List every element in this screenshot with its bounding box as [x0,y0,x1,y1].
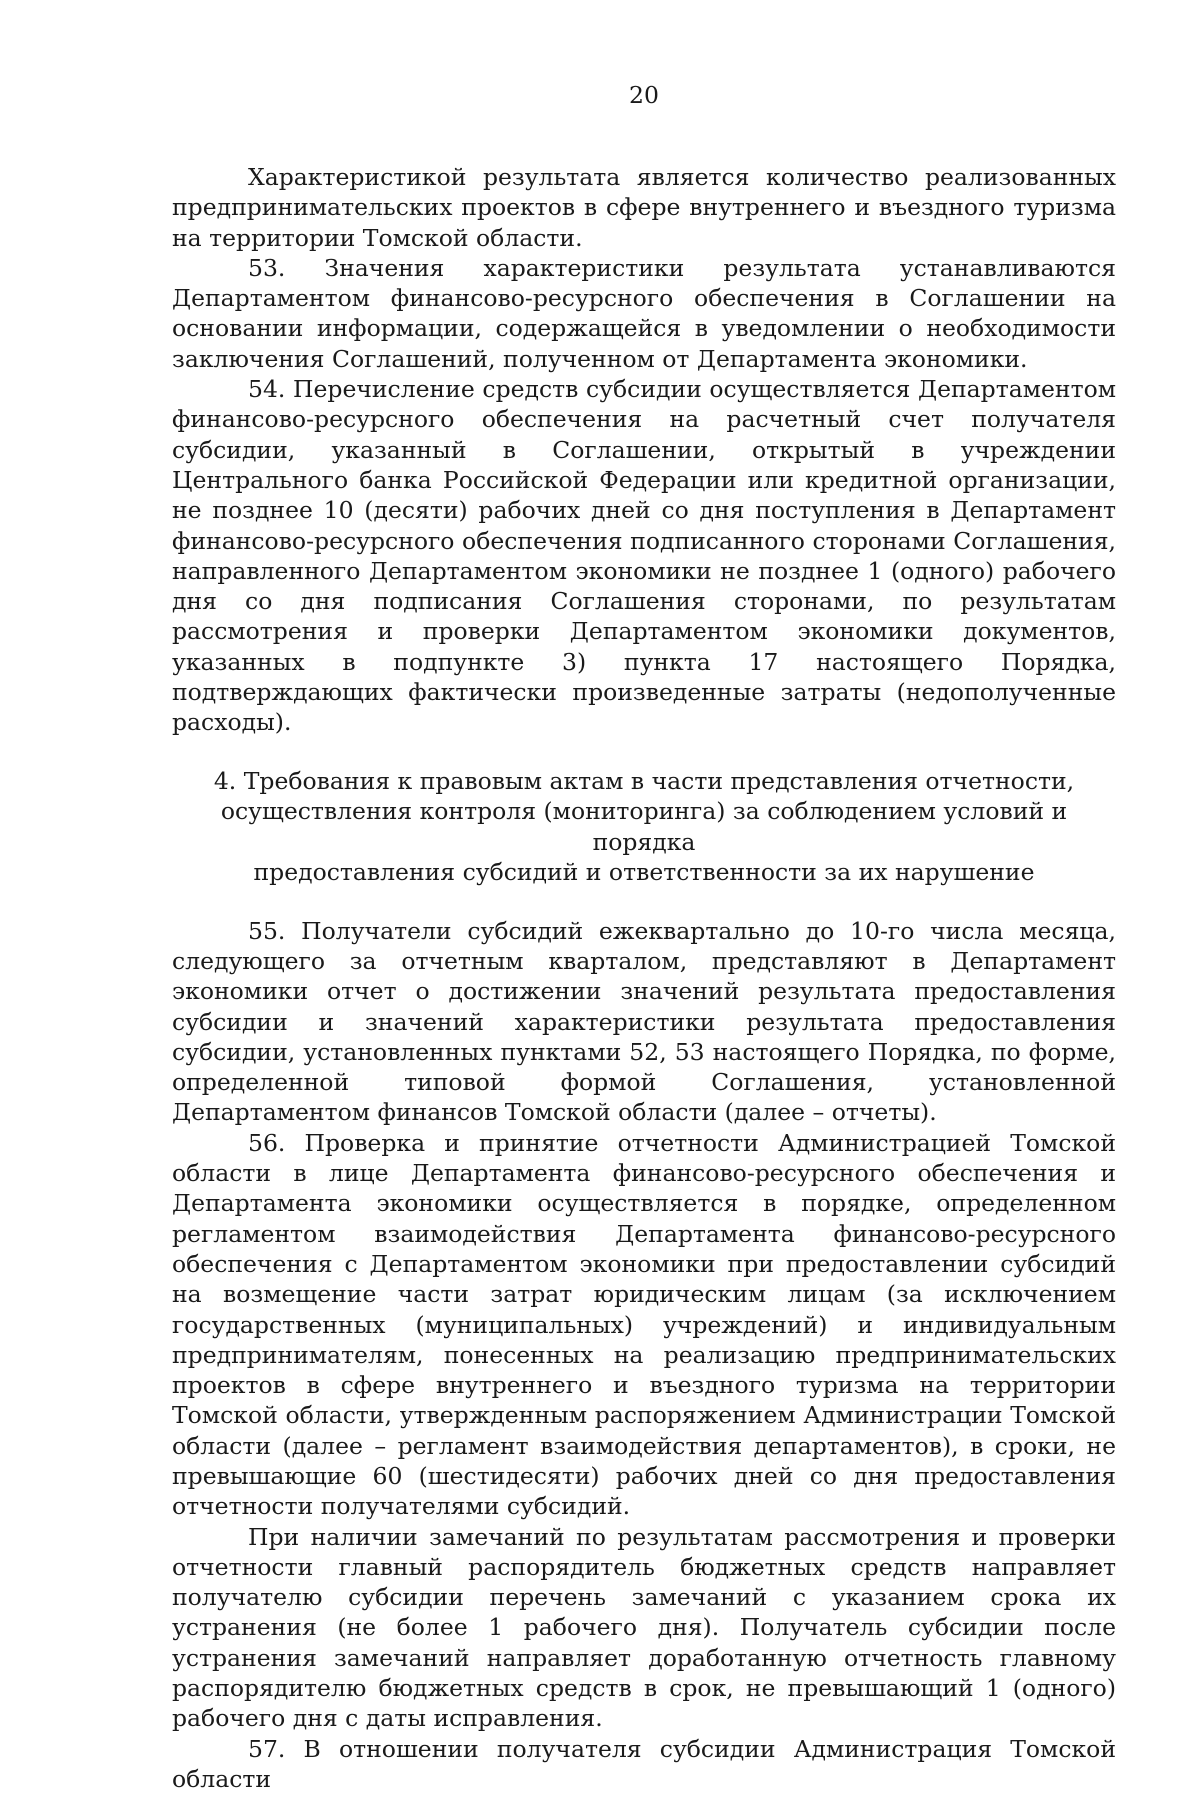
paragraph-57: 57. В отношении получателя субсидии Администрация Томской области [172,1734,1116,1793]
paragraph-53: 53. Значения характеристики результата устанавливаются Департаментом финансово-ресурсного обеспечения в Соглашении на основании информации, содержащейся в уведомлении о необходимости заключения Соглашений, полученном от Департамента экономики. [172,253,1116,373]
section-heading-line: осуществления контроля (мониторинга) за соблюдением условий и порядка [220,797,1068,856]
paragraph-55: 55. Получатели субсидий ежеквартально до 10-го числа месяца, следующего за отчетным кварталом, представляют в Департамент экономики отчет о достижении значений результата предоставления субсидии и значений характеристики результата предоставления субсидии, установленных пунктами 52, 53 настоящего Порядка, по форме, определенной типовой формой Соглашения, установленной Департаментом финансов Томской области (далее – отчеты). [172,916,1116,1127]
document-page [172,80,1116,1794]
paragraph-54: 54. Перечисление средств субсидии осуществляется Департаментом финансово-ресурсного обеспечения на расчетный счет получателя субсидии, указанный в Соглашении, открытый в учреждении Центрального банка Российской Федерации или кредитной организации, не позднее 10 (десяти) рабочих дней со дня поступления в Департамент финансово-ресурсного обеспечения подписанного сторонами Соглашения, направленного Департаментом экономики не позднее 1 (одного) рабочего дня со дня подписания Соглашения сторонами, по результатам рассмотрения и проверки Департаментом экономики документов, указанных в подпункте 3) пункта 17 настоящего Порядка, подтверждающих фактически произведенные затраты (недополученные расходы). [172,375,1116,737]
paragraph-remarks: При наличии замечаний по результатам рассмотрения и проверки отчетности главный распорядитель бюджетных средств направляет получателю субсидии перечень замечаний с указанием срока их устранения (не более 1 рабочего дня). Получатель субсидии после устранения замечаний направляет доработанную отчетность главному распорядителю бюджетных средств в срок, не превышающий 1 (одного) рабочего дня с даты исправления. [172,1522,1116,1733]
page-number: 20 [629,81,659,109]
paragraph-56: 56. Проверка и принятие отчетности Администрацией Томской области в лице Департамента финансово-ресурсного обеспечения и Департамента экономики осуществляется в порядке, определенном регламентом взаимодействия Департамента финансово-ресурсного обеспечения с Департаментом экономики при предоставлении субсидий на возмещение части затрат юридическим лицам (за исключением государственных (муниципальных) учреждений) и индивидуальным предпринимателям, понесенных на реализацию предпринимательских проектов в сфере внутреннего и въездного туризма на территории Томской области, утвержденным распоряжением Администрации Томской области (далее – регламент взаимодействия департаментов), в сроки, не превышающие 60 (шестидесяти) рабочих дней со дня предоставления отчетности получателями субсидий. [172,1128,1116,1521]
section-heading-4 [172,766,1116,888]
section-heading-line: 4. Требования к правовым актам в части представления отчетности, [213,766,1075,795]
paragraph-result-characteristic: Характеристикой результата является количество реализованных предпринимательских проектов в сфере внутреннего и въездного туризма на территории Томской области. [172,163,1116,252]
section-heading-line: предоставления субсидий и ответственности за их нарушение [253,858,1035,887]
